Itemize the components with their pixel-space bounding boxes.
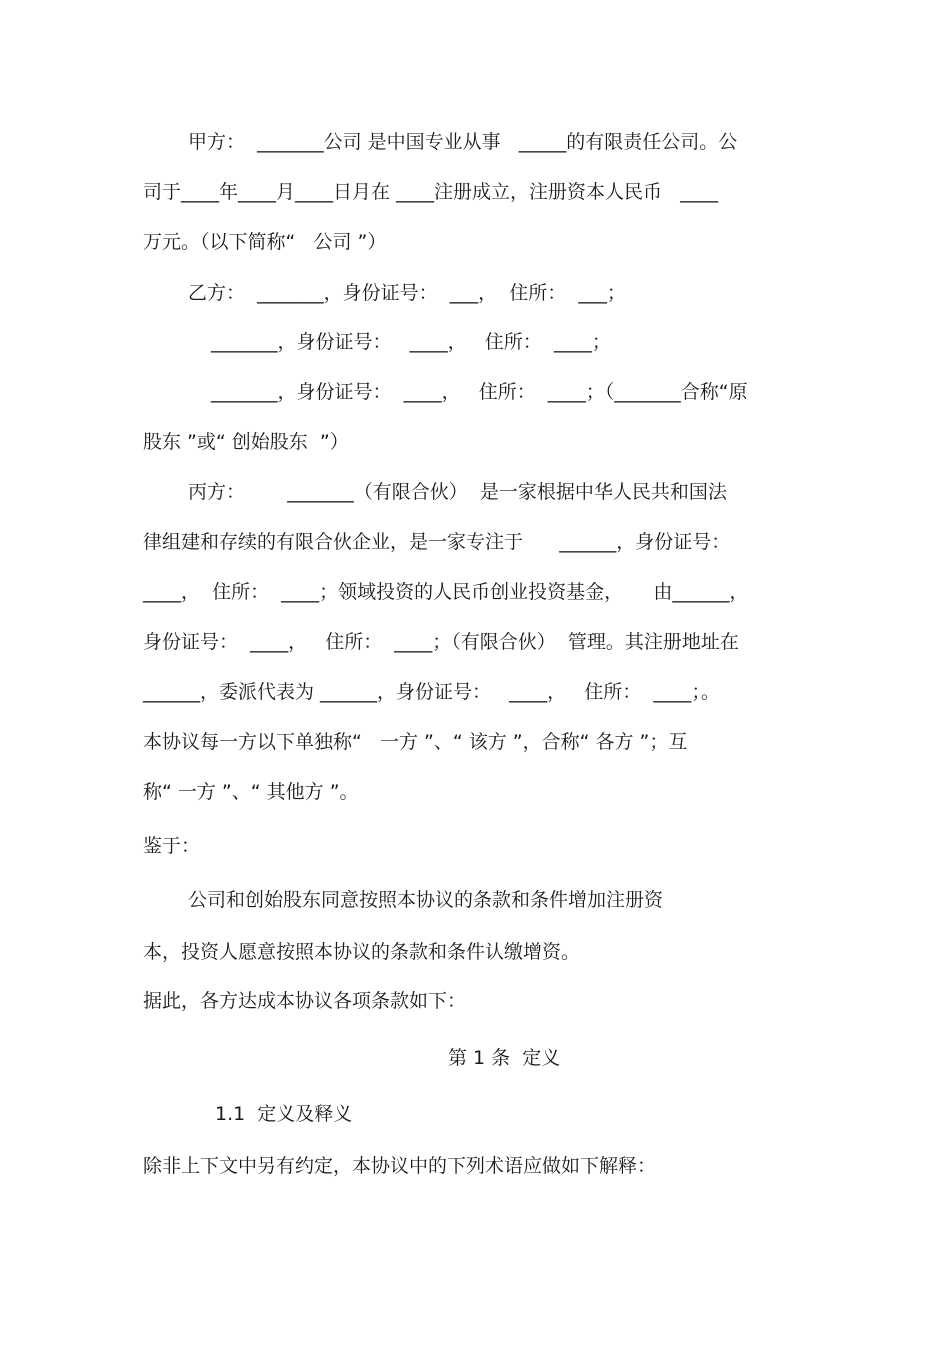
whereas-line-1: 公司和创始股东同意按照本协议的条款和条件增加注册资 [188,889,664,911]
definitions-intro: 除非上下文中另有约定，本协议中的下列术语应做如下解释： [143,1155,657,1177]
party-b-line-2: _______，身份证号： ____， 住所： ____； [211,331,611,353]
parties-definition-line-1: 本协议每一方以下单独称“ 一方 ”、“ 该方 ”，合称“ 各方 ”；互 [143,731,688,753]
party-a-line-2: 司于____年____月____日月在 ____注册成立，注册资本人民币 ____ [143,181,719,203]
party-c-line-5: ______，委派代表为 ______，身份证号： ____， 住所： ____；。 [143,681,720,703]
party-c-line-1: 丙方： _______（有限合伙） 是一家根据中华人民共和国法 [188,481,727,503]
section-1-1-heading: 1.1 定义及释义 [215,1103,353,1125]
whereas-heading: 鉴于： [143,835,201,857]
party-c-line-2: 律组建和存续的有限合伙企业，是一家专注于 ______，身份证号： [143,531,731,553]
article-1-heading: 第 1 条 定义 [448,1047,561,1069]
parties-definition-line-2: 称“ 一方 ”、“ 其他方 ”。 [143,781,359,803]
party-a-line-1: 甲方： _______公司 是中国专业从事 _____的有限责任公司。公 [188,131,738,153]
party-b-line-4: 股东 ”或“ 创始股东 ”） [143,431,349,453]
party-c-line-4: 身份证号： ____， 住所： ____；（有限合伙） 管理。其注册地址在 [143,631,739,653]
agreement-intro: 据此，各方达成本协议各项条款如下： [143,990,467,1012]
party-a-line-3: 万元。（以下简称“ 公司 ”） [143,231,387,253]
party-c-line-3: ____， 住所： ____；领域投资的人民币创业投资基金， 由______， [143,581,749,603]
party-b-line-1: 乙方： _______，身份证号： ___， 住所： ___； [188,282,626,304]
party-b-line-3: _______，身份证号： ____， 住所： ____；（_______合称“原 [211,381,748,403]
whereas-line-2: 本，投资人愿意按照本协议的条款和条件认缴增资。 [143,941,581,963]
